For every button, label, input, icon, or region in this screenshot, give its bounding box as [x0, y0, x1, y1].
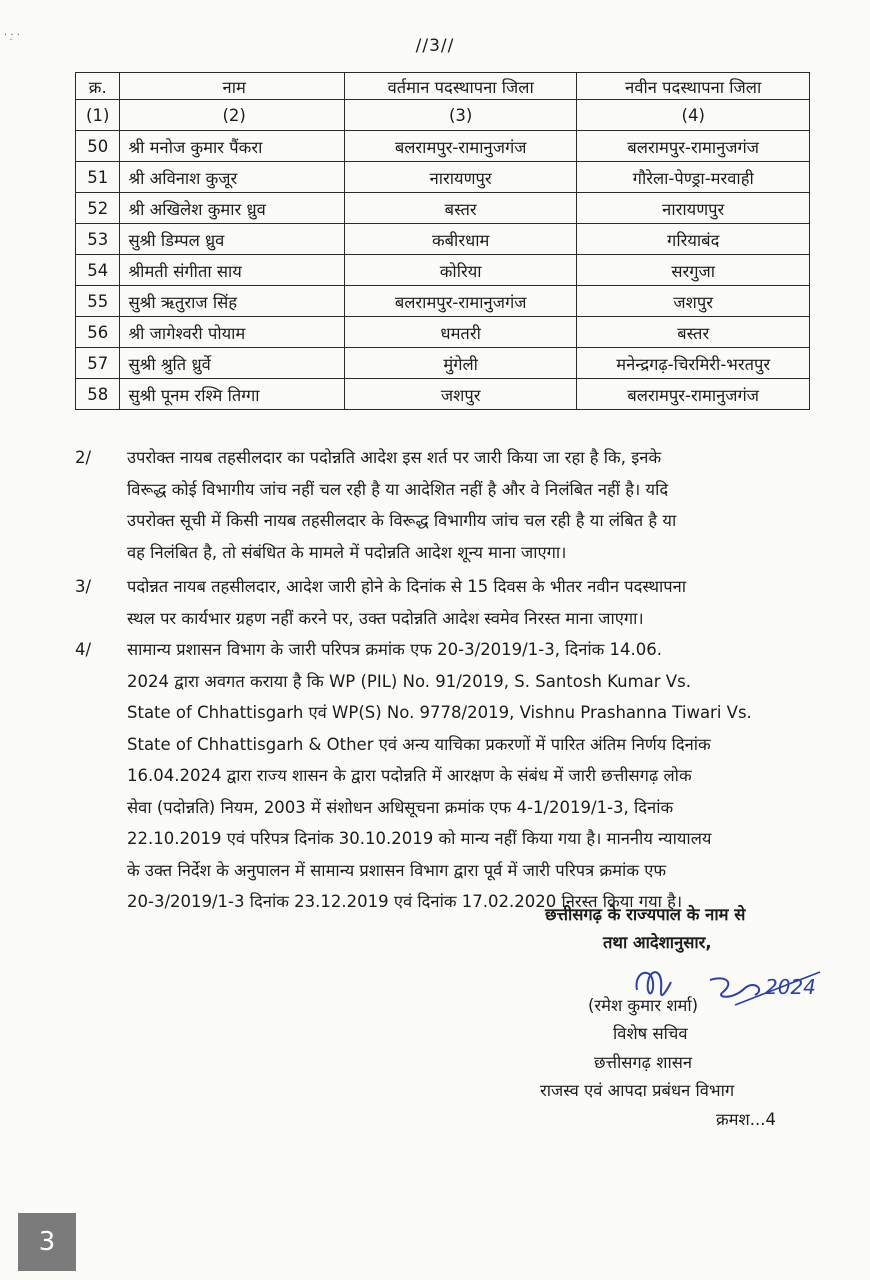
officer-name: (रमेश कुमार शर्मा) — [588, 996, 699, 1015]
paragraph-text — [127, 442, 815, 568]
row-name: श्री जागेश्वरी पोयाम — [120, 317, 344, 348]
table-row — [76, 162, 810, 193]
paragraph-line: 2024 द्वारा अवगत कराया है कि WP (PIL) No. 91/2019, S. Santosh Kumar Vs. — [127, 671, 691, 691]
paragraph-number: 2/ — [75, 448, 92, 467]
paragraph-4 — [75, 634, 815, 918]
paragraph-line: State of Chhattisgarh एवं WP(S) No. 9778/2019, Vishnu Prashanna Tiwari Vs. — [127, 703, 752, 722]
signature-date: 2024 — [765, 975, 816, 999]
officer-designation: विशेष सचिव — [613, 1024, 688, 1043]
paragraph-line: 16.04.2024 द्वारा राज्य शासन के द्वारा पदोन्नति में आरक्षण के संबंध में जारी छत्तीसगढ़ लोक — [127, 766, 692, 785]
row-new-district: गरियाबंद — [577, 224, 810, 255]
row-new-district: मनेन्द्रगढ़-चिरमिरी-भरतपुर — [577, 348, 810, 379]
continued-marker: क्रमश...4 — [716, 1110, 776, 1129]
paragraph-line: उपरोक्त नायब तहसीलदार का पदोन्नति आदेश इस शर्त पर जारी किया जा रहा है कि, इनके — [127, 448, 662, 467]
colnum-2: (2) — [120, 100, 344, 131]
row-new-district: बस्तर — [577, 317, 810, 348]
scan-speck: · ·̣ · — [4, 30, 20, 41]
colnum-3: (3) — [344, 100, 577, 131]
row-name: सुश्री ऋतुराज सिंह — [120, 286, 344, 317]
transfer-table — [75, 72, 810, 410]
paragraph-number: 3/ — [75, 577, 92, 596]
colnum-1: (1) — [76, 100, 120, 131]
paragraph-line: स्थल पर कार्यभार ग्रहण नहीं करने पर, उक्त पदोन्नति आदेश स्वमेव निरस्त माना जाएगा। — [127, 608, 644, 628]
row-new-district: सरगुजा — [577, 255, 810, 286]
row-serial: 52 — [76, 193, 120, 224]
row-current-district: धमतरी — [344, 317, 577, 348]
office-name: छत्तीसगढ़ शासन — [594, 1053, 693, 1072]
paragraph-line: विरूद्ध कोई विभागीय जांच नहीं चल रही है या आदेशित नहीं है और वे निलंबित नहीं है। यदि — [127, 479, 669, 499]
page-marker: //3// — [415, 36, 455, 56]
row-new-district: नारायणपुर — [577, 193, 810, 224]
row-current-district: बस्तर — [344, 193, 577, 224]
row-current-district: मुंगेली — [344, 348, 577, 379]
table-row — [76, 255, 810, 286]
header-serial: क्र. — [76, 73, 120, 100]
paragraph-number: 4/ — [75, 640, 92, 659]
row-serial: 56 — [76, 317, 120, 348]
row-serial: 50 — [76, 131, 120, 162]
row-name: श्री मनोज कुमार पैंकरा — [120, 131, 344, 162]
row-current-district: बलरामपुर-रामानुजगंज — [344, 286, 577, 317]
row-serial: 53 — [76, 224, 120, 255]
row-serial: 58 — [76, 379, 120, 410]
table-row — [76, 193, 810, 224]
row-serial: 57 — [76, 348, 120, 379]
table-row — [76, 131, 810, 162]
paragraph-line: सेवा (पदोन्नति) नियम, 2003 में संशोधन अधिसूचना क्रमांक एफ 4-1/2019/1-3, दिनांक — [127, 797, 674, 817]
table-row — [76, 379, 810, 410]
row-new-district: जशपुर — [577, 286, 810, 317]
row-serial: 54 — [76, 255, 120, 286]
paragraph-text — [127, 634, 815, 918]
table-row — [76, 224, 810, 255]
paragraph-line: 20-3/2019/1-3 दिनांक 23.12.2019 एवं दिनांक 17.02.2020 निरस्त किया गया है। — [127, 892, 683, 911]
table-body — [76, 131, 810, 410]
colnum-4: (4) — [577, 100, 810, 131]
table-row — [76, 286, 810, 317]
table-row — [76, 317, 810, 348]
table-row — [76, 348, 810, 379]
row-name: सुश्री श्रुति ध्रुर्वे — [120, 348, 344, 379]
header-current-district: वर्तमान पदस्थापना जिला — [344, 73, 577, 100]
authority-line-2: तथा आदेशानुसार, — [603, 933, 712, 952]
paragraph-2 — [75, 442, 815, 568]
row-name: श्री अखिलेश कुमार ध्रुव — [120, 193, 344, 224]
row-name: सुश्री पूनम रश्मि तिग्गा — [120, 379, 344, 410]
paragraph-line: 22.10.2019 एवं परिपत्र दिनांक 30.10.2019 को मान्य नहीं किया गया है। माननीय न्यायालय — [127, 829, 712, 848]
row-current-district: कोरिया — [344, 255, 577, 286]
paragraph-line: पदोन्नत नायब तहसीलदार, आदेश जारी होने के दिनांक से 15 दिवस के भीतर नवीन पदस्थापना — [127, 577, 687, 596]
row-current-district: नारायणपुर — [344, 162, 577, 193]
row-new-district: बलरामपुर-रामानुजगंज — [577, 131, 810, 162]
row-current-district: कबीरधाम — [344, 224, 577, 255]
row-new-district: गौरेला-पेण्ड्रा-मरवाही — [577, 162, 810, 193]
paragraph-3 — [75, 571, 815, 634]
row-current-district: बलरामपुर-रामानुजगंज — [344, 131, 577, 162]
table-header-row — [76, 73, 810, 100]
table-colnum-row — [76, 100, 810, 131]
header-name: नाम — [120, 73, 344, 100]
row-serial: 55 — [76, 286, 120, 317]
paragraph-line: के उक्त निर्देश के अनुपालन में सामान्य प्रशासन विभाग द्वारा पूर्व में जारी परिपत्र क्रमांक एफ — [127, 860, 667, 880]
row-name: श्री अविनाश कुजूर — [120, 162, 344, 193]
row-name: सुश्री डिम्पल ध्रुव — [120, 224, 344, 255]
paragraph-line: सामान्य प्रशासन विभाग के जारी परिपत्र क्रमांक एफ 20-3/2019/1-3, दिनांक 14.06. — [127, 640, 663, 659]
paragraph-line: उपरोक्त सूची में किसी नायब तहसीलदार के विरूद्ध विभागीय जांच चल रही है या लंबित है या — [127, 511, 677, 530]
department-name: राजस्व एवं आपदा प्रबंधन विभाग — [540, 1081, 735, 1100]
paragraph-line: State of Chhattisgarh & Other एवं अन्य याचिका प्रकरणों में पारित अंतिम निर्णय दिनांक — [127, 734, 711, 754]
authority-line-1: छत्तीसगढ़ के राज्यपाल के नाम से — [545, 905, 746, 924]
row-current-district: जशपुर — [344, 379, 577, 410]
row-serial: 51 — [76, 162, 120, 193]
page-number-badge: 3 — [18, 1213, 76, 1271]
header-new-district: नवीन पदस्थापना जिला — [577, 73, 810, 100]
row-name: श्रीमती संगीता साय — [120, 255, 344, 286]
paragraph-line: वह निलंबित है, तो संबंधित के मामले में पदोन्नति आदेश शून्य माना जाएगा। — [127, 542, 567, 562]
paragraph-text — [127, 571, 815, 634]
row-new-district: बलरामपुर-रामानुजगंज — [577, 379, 810, 410]
